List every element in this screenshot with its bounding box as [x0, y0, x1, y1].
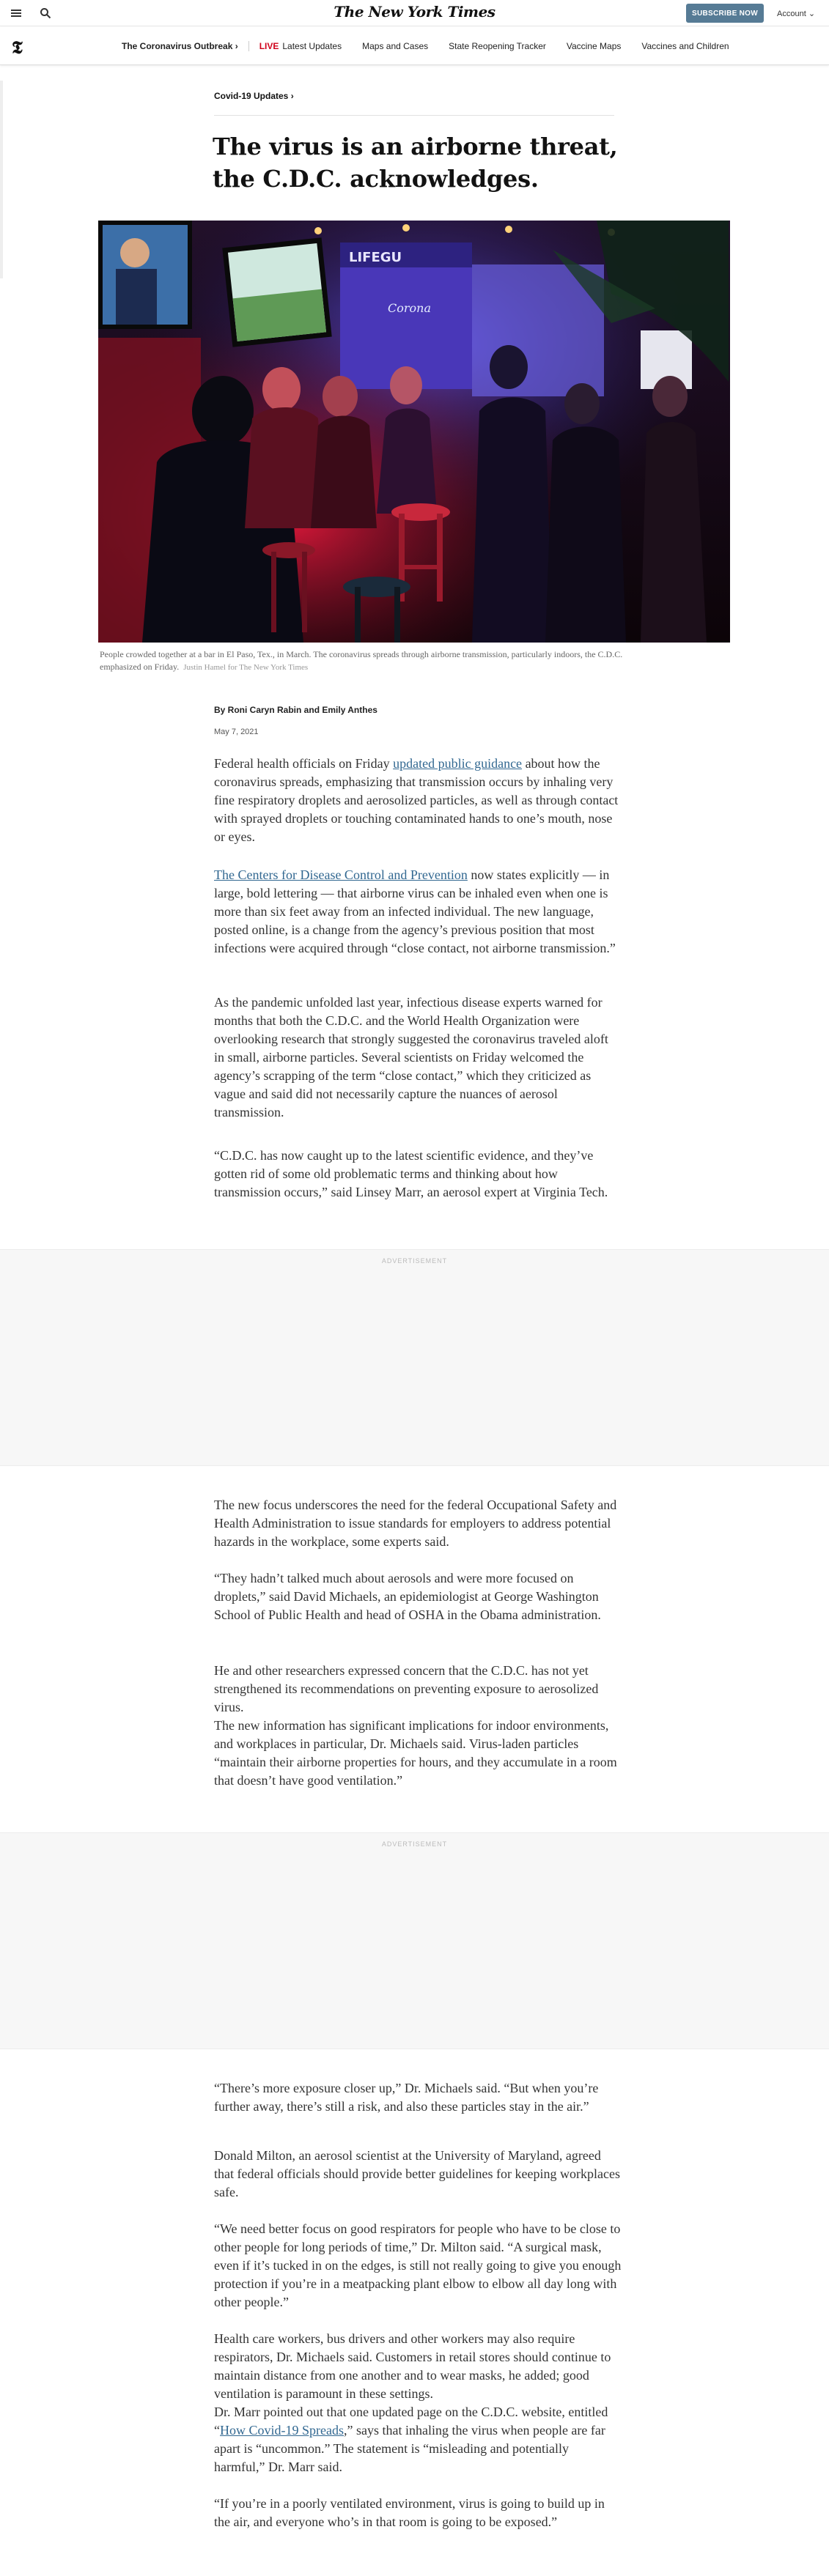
nav-link-latest-updates[interactable]: Latest Updates [282, 41, 342, 51]
text: Federal health officials on Friday [214, 756, 394, 771]
byline: By Roni Caryn Rabin and Emily Anthes [214, 705, 377, 715]
paragraph-5: The new focus underscores the need for the federal Occupational Safety and Health Administration to issue standards for employers to address potential hazards in the workplace, some experts said. [214, 1498, 617, 1549]
paragraph-14: “If you’re in a poorly ventilated environment, virus is going to build up in the air, and everyone who’s in that room is going to be exposed.” [214, 2496, 605, 2529]
paragraph-3: As the pandemic unfolded last year, infectious disease experts warned for months that both the C.D.C. and the World Health Organization were overlooking research that strongly suggested the coronavirus traveled aloft in small, airborne particles. Several scientists on Friday welcomed the agency’s scrapping of the term “close contact,” which they criticized as vague and said did not necessarily capture the nuances of aerosol transmission. [214, 995, 608, 1119]
nav-link-vaccine-maps[interactable]: Vaccine Maps [566, 41, 622, 51]
chevron-down-icon: ⌄ [808, 10, 816, 18]
nav-link-maps-and-cases[interactable]: Maps and Cases [362, 41, 429, 51]
nyt-t-logo-icon[interactable]: 𝕿 [12, 37, 23, 58]
publish-date: May 7, 2021 [214, 728, 259, 736]
corona-sign: Corona [388, 301, 431, 315]
divider [214, 115, 614, 116]
bar-scene-illustration [98, 221, 730, 643]
paragraph-7: He and other researchers expressed concern that the C.D.C. has not yet strengthened its recommendations on preventing exposure to aerosolized virus. [214, 1663, 599, 1714]
section-title-link[interactable]: The Coronavirus Outbreak › [122, 41, 249, 51]
nav-link-vaccines-children[interactable]: Vaccines and Children [641, 41, 729, 51]
paragraph-2 [214, 866, 622, 958]
nyt-logo[interactable]: The New York Times [334, 3, 495, 21]
lifeguard-sign: LIFEGU [349, 250, 402, 265]
account-menu[interactable] [777, 9, 815, 18]
paragraph-11: “We need better focus on good respirators for people who have to be close to other people for long periods of time,” Dr. Milton said. “A surgical mask, even if it’s tucked in on the edges, is still not really going to give you enough protection if you’re in a meatpacking plant elbow to elbow all day long with other people.” [214, 2221, 622, 2309]
paragraph-8: The new information has significant implications for indoor environments, and workplaces in particular, Dr. Michaels said. Virus-laden particles “maintain their airborne properties for hours, and they accumulate in a room that doesn’t have good ventilation.” [214, 1718, 617, 1788]
advertisement-slot[interactable] [0, 1832, 829, 2049]
account-label: Account [777, 10, 806, 18]
text: about how the coronavirus spreads, emphasizing that transmission occurs by inhaling very fine respiratory droplets and aerosolized particles, as well as through contact with sprayed droplets or touching contaminated hands to one’s mouth, nose or eyes. [214, 756, 619, 844]
ad-label: ADVERTISEMENT [381, 1257, 448, 1265]
photo-caption [100, 648, 627, 674]
text: now states explicitly — in large, bold lettering — that airborne virus can be inhaled even when one is more than six feet away from an infected individual. The new language, posted online, is a change from the agency’s previous position that most infections were acquired through “close contact, not airborne transmission.” [214, 867, 616, 955]
ad-label: ADVERTISEMENT [381, 1840, 448, 1848]
nav-link-state-reopening[interactable]: State Reopening Tracker [449, 41, 546, 51]
kicker-link[interactable]: Covid-19 Updates › [214, 91, 294, 101]
text: Dr. Marr pointed out that one updated page on the C.D.C. website, entitled “ [214, 2405, 608, 2438]
paragraph-4: “C.D.C. has now caught up to the latest scientific evidence, and they’ve gotten rid of some old problematic terms and thinking about how transmission occurs,” said Linsey Marr, an aerosol expert at Virginia Tech. [214, 1148, 608, 1199]
live-badge: LIVE [259, 41, 279, 51]
paragraph-9: “There’s more exposure closer up,” Dr. Michaels said. “But when you’re further away, there’s still a risk, and also these particles stay in the air.” [214, 2081, 599, 2114]
updated-guidance-link[interactable]: updated public guidance [393, 756, 523, 771]
photo-credit: Justin Hamel for The New York Times [183, 663, 309, 672]
text: ,” says that inhaling the virus when people are far apart is “uncommon.” The statement is “misleading and potentially harmful,” Dr. Marr said. [214, 2423, 605, 2474]
top-bar [0, 0, 829, 26]
section-nav [0, 27, 829, 65]
paragraph-12: Health care workers, bus drivers and other workers may also require respirators, Dr. Michaels said. Customers in retail stores should continue to maintain distance from one another and to wear masks, he added; good ventilation is paramount in these settings. [214, 2331, 611, 2401]
left-edge-strip [0, 81, 3, 278]
paragraph-6: “They hadn’t talked much about aerosols and were more focused on droplets,” said David Michaels, an epidemiologist at George Washington School of Public Health and head of OSHA in the Obama administration. [214, 1571, 601, 1622]
how-covid-spreads-link[interactable]: How Covid-19 Spreads [220, 2423, 344, 2438]
headline: The virus is an airborne threat, the C.D.C. acknowledges. [213, 133, 618, 193]
cdc-link[interactable]: The Centers for Disease Control and Prevention [214, 867, 468, 882]
paragraph-13 [214, 2403, 622, 2476]
paragraph-10: Donald Milton, an aerosol scientist at the University of Maryland, agreed that federal officials should provide better guidelines for keeping workplaces safe. [214, 2148, 620, 2199]
caption-text: People crowded together at a bar in El Paso, Tex., in March. The coronavirus spreads through airborne transmission, particularly indoors, the C.D.C. emphasized on Friday. [100, 649, 623, 672]
advertisement-slot[interactable] [0, 1249, 829, 1466]
lead-photo[interactable] [98, 221, 730, 643]
paragraph-1 [214, 755, 622, 846]
subscribe-button[interactable]: SUBSCRIBE NOW [686, 4, 764, 23]
